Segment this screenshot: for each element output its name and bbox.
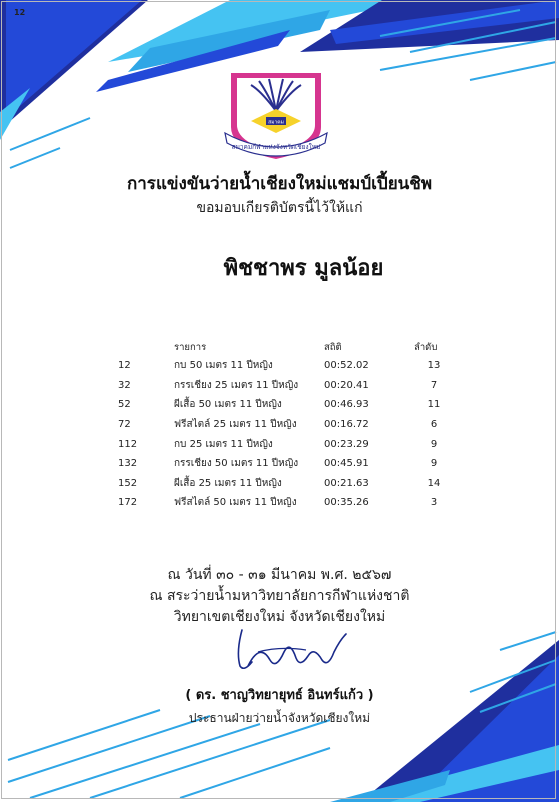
table-row	[118, 415, 454, 435]
row-event: ผีเสื้อ 25 เมตร 11 ปีหญิง	[174, 477, 282, 489]
table-row	[118, 376, 454, 396]
row-time: 00:20.41	[324, 379, 369, 391]
certificate-title: การแข่งขันว่ายน้ำเชียงใหม่แชมป์เปี้ยนชิพ	[126, 174, 433, 194]
row-rank: 9	[430, 458, 438, 470]
row-rank: 14	[427, 477, 441, 489]
campus-line: วิทยาเขตเชียงใหม่ จังหวัดเชียงใหม่	[173, 609, 386, 625]
page-number: 12	[14, 8, 26, 17]
row-rank: 9	[430, 438, 438, 450]
row-event: กรรเชียง 50 เมตร 11 ปีหญิง	[174, 458, 299, 470]
row-number: 72	[118, 419, 131, 431]
header-time: สถิติ	[324, 341, 342, 353]
certificate-subtitle: ขอมอบเกียรติบัตรนี้ไว้ให้แก่	[196, 200, 363, 216]
row-number: 12	[118, 360, 131, 372]
table-row	[118, 395, 454, 415]
row-event: กรรเชียง 25 เมตร 11 ปีหญิง	[174, 379, 299, 391]
header-rank: ลำดับ	[414, 341, 438, 353]
row-event: ผีเสื้อ 50 เมตร 11 ปีหญิง	[174, 399, 282, 411]
row-event: กบ 25 เมตร 11 ปีหญิง	[174, 438, 273, 450]
venue-line: ณ สระว่ายน้ำมหาวิทยาลัยการกีฬาแห่งชาติ	[149, 588, 410, 604]
header-number	[118, 338, 174, 356]
table-row	[118, 356, 454, 376]
row-time: 00:45.91	[324, 458, 369, 470]
row-rank: 11	[427, 399, 441, 411]
row-time: 00:16.72	[324, 419, 369, 431]
row-number: 172	[118, 497, 138, 509]
row-number: 132	[118, 458, 138, 470]
logo-badge-text: สมาคม	[268, 119, 284, 126]
row-event: กบ 50 เมตร 11 ปีหญิง	[174, 360, 273, 372]
row-number: 112	[118, 438, 138, 450]
results-table	[118, 338, 454, 513]
row-number: 152	[118, 477, 138, 489]
signature-image	[230, 622, 350, 677]
row-number: 32	[118, 379, 131, 391]
row-rank: 13	[427, 360, 441, 372]
header-event: รายการ	[174, 341, 207, 353]
row-rank: 3	[430, 497, 438, 509]
row-time: 00:52.02	[324, 360, 369, 372]
table-row	[118, 454, 454, 474]
table-header-row	[118, 338, 454, 356]
signer-name: ( ดร. ชาญวิทยายุทธ์ อินทร์แก้ว )	[185, 688, 374, 703]
row-time: 00:23.29	[324, 438, 369, 450]
association-logo	[221, 65, 331, 165]
row-event: ฟรีสไตล์ 50 เมตร 11 ปีหญิง	[174, 497, 297, 509]
row-rank: 6	[430, 419, 438, 431]
table-row	[118, 493, 454, 513]
row-time: 00:46.93	[324, 399, 369, 411]
table-row	[118, 434, 454, 454]
table-row	[118, 474, 454, 494]
row-time: 00:35.26	[324, 497, 369, 509]
date-line: ณ วันที่ ๓๐ - ๓๑ มีนาคม พ.ศ. ๒๕๖๗	[167, 567, 392, 583]
signer-position: ประธานฝ่ายว่ายน้ำจังหวัดเชียงใหม่	[188, 711, 371, 725]
recipient-name: พิชชาพร มูลน้อย	[223, 256, 384, 281]
row-time: 00:21.63	[324, 477, 369, 489]
row-rank: 7	[430, 379, 438, 391]
row-number: 52	[118, 399, 131, 411]
logo-ribbon-text: สมาคมกีฬาแห่งจังหวัดเชียงใหม่	[231, 143, 321, 151]
row-event: ฟรีสไตล์ 25 เมตร 11 ปีหญิง	[174, 419, 297, 431]
